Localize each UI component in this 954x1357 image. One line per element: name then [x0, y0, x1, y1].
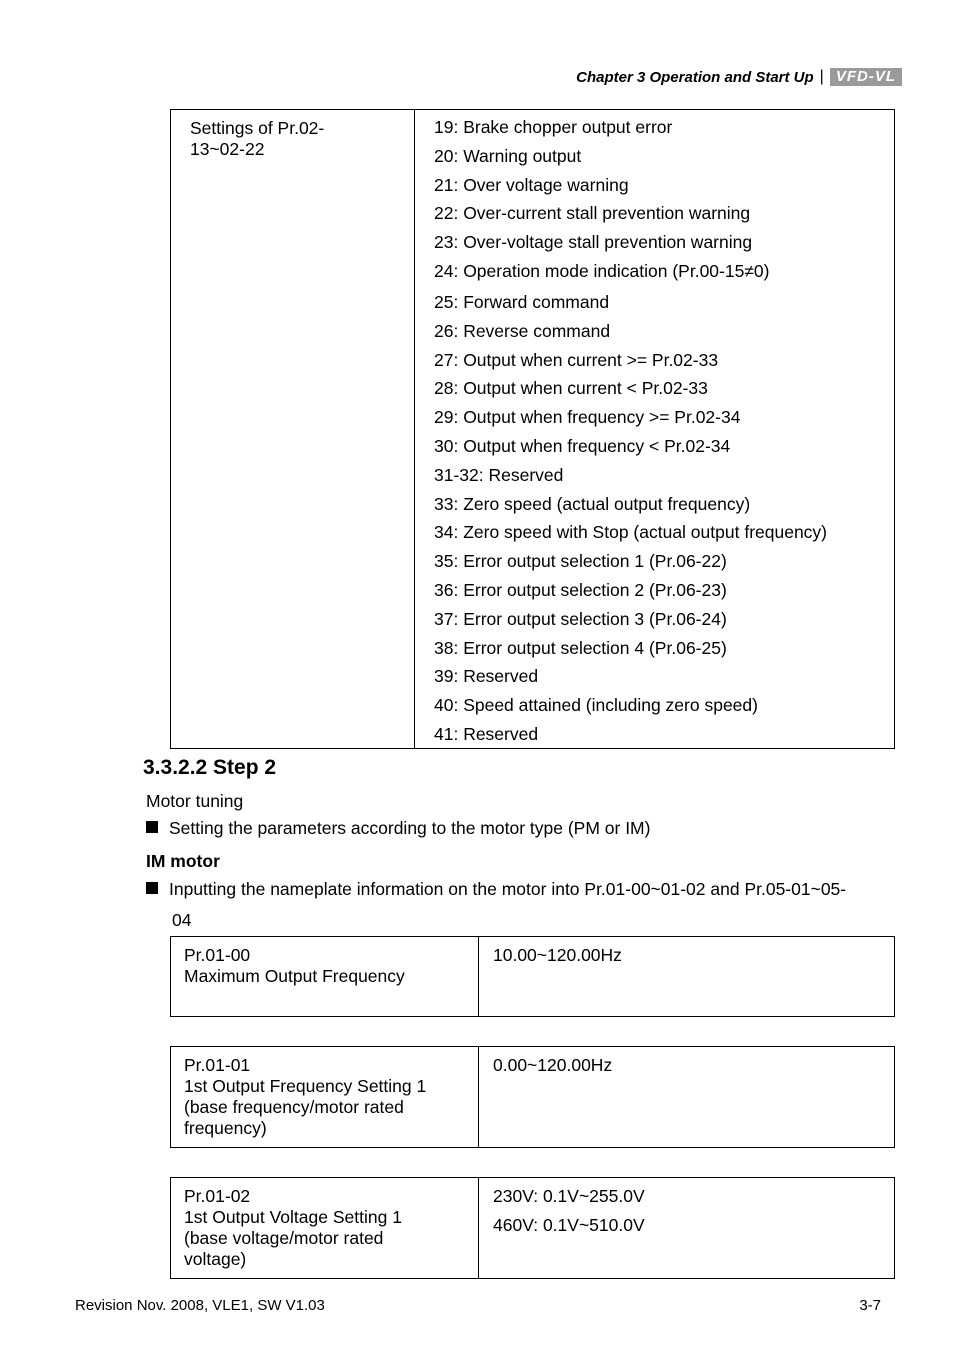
section-title: 3.3.2.2 Step 2 [143, 756, 277, 779]
page-header [576, 66, 902, 88]
param-name-cell [171, 1178, 479, 1279]
param-code: Pr.01-00 [184, 945, 251, 965]
settings-label: Settings of Pr.02-13~02-22 [190, 118, 325, 159]
param-table-01-02 [170, 1177, 895, 1279]
param-range: 230V: 0.1V~255.0V [493, 1186, 645, 1206]
param-name-cell [171, 1047, 479, 1148]
bullet-text: Inputting the nameplate information on the motor into Pr.01-00~01-02 and Pr.05-01~05- [169, 879, 847, 899]
option-item: 29: Output when frequency >= Pr.02-34 [434, 407, 741, 428]
bullet-item [146, 879, 846, 900]
im-motor-heading: IM motor [146, 851, 220, 871]
option-item: 40: Speed attained (including zero speed) [434, 695, 758, 716]
option-item: 36: Error output selection 2 (Pr.06-23) [434, 579, 727, 600]
param-name: 1st Output Frequency Setting 1 (base frequency/motor rated frequency) [184, 1076, 427, 1138]
bullet-text: Setting the parameters according to the motor type (PM or IM) [169, 818, 651, 838]
option-item: 21: Over voltage warning [434, 174, 629, 195]
settings-label-cell [171, 110, 415, 749]
option-item: 27: Output when current >= Pr.02-33 [434, 349, 719, 370]
option-item: 20: Warning output [434, 145, 582, 166]
footer-revision: Revision Nov. 2008, VLE1, SW V1.03 [75, 1297, 325, 1314]
option-item: 25: Forward command [434, 291, 610, 312]
param-range-cell [479, 937, 895, 1017]
option-item: 38: Error output selection 4 (Pr.06-25) [434, 637, 727, 658]
option-item: 28: Output when current < Pr.02-33 [434, 378, 708, 399]
square-bullet-icon [146, 882, 158, 894]
motor-tuning-text: Motor tuning [146, 791, 244, 811]
option-item: 30: Output when frequency < Pr.02-34 [434, 435, 731, 456]
vfd-vl-logo: VFD-VL [830, 68, 902, 86]
param-table-01-01 [170, 1046, 895, 1148]
output-settings-table [170, 109, 895, 749]
param-name: 1st Output Voltage Setting 1 (base voltage/motor rated voltage) [184, 1207, 402, 1269]
param-name: Maximum Output Frequency [184, 966, 405, 986]
param-range-cell [479, 1178, 895, 1279]
option-item: 41: Reserved [434, 723, 539, 744]
bullet-text-continuation: 04 [172, 910, 192, 930]
param-range-cell [479, 1047, 895, 1148]
square-bullet-icon [146, 821, 158, 833]
option-item: 22: Over-current stall prevention warning [434, 203, 751, 224]
param-code: Pr.01-02 [184, 1186, 251, 1206]
option-item: 26: Reverse command [434, 320, 611, 341]
chapter-title: Chapter 3 Operation and Start Up [576, 68, 814, 86]
page-number: 3-7 [859, 1297, 881, 1314]
param-table-01-00 [170, 936, 895, 1017]
option-item: 35: Error output selection 1 (Pr.06-22) [434, 551, 727, 572]
param-range: 0.00~120.00Hz [493, 1055, 613, 1075]
option-item: 31-32: Reserved [434, 464, 564, 485]
option-item: 24: Operation mode indication (Pr.00-15≠0) [434, 260, 770, 281]
param-code: Pr.01-01 [184, 1055, 251, 1075]
option-item: 19: Brake chopper output error [434, 117, 673, 137]
param-range: 460V: 0.1V~510.0V [493, 1215, 645, 1235]
header-separator: | [819, 68, 824, 85]
option-item: 37: Error output selection 3 (Pr.06-24) [434, 608, 727, 629]
option-item: 34: Zero speed with Stop (actual output frequency) [434, 522, 828, 543]
option-item: 39: Reserved [434, 666, 539, 687]
option-item: 33: Zero speed (actual output frequency) [434, 493, 751, 514]
option-item: 23: Over-voltage stall prevention warning [434, 232, 753, 253]
param-range: 10.00~120.00Hz [493, 945, 622, 965]
bullet-item [146, 818, 650, 839]
param-name-cell [171, 937, 479, 1017]
settings-options-cell [415, 110, 895, 749]
